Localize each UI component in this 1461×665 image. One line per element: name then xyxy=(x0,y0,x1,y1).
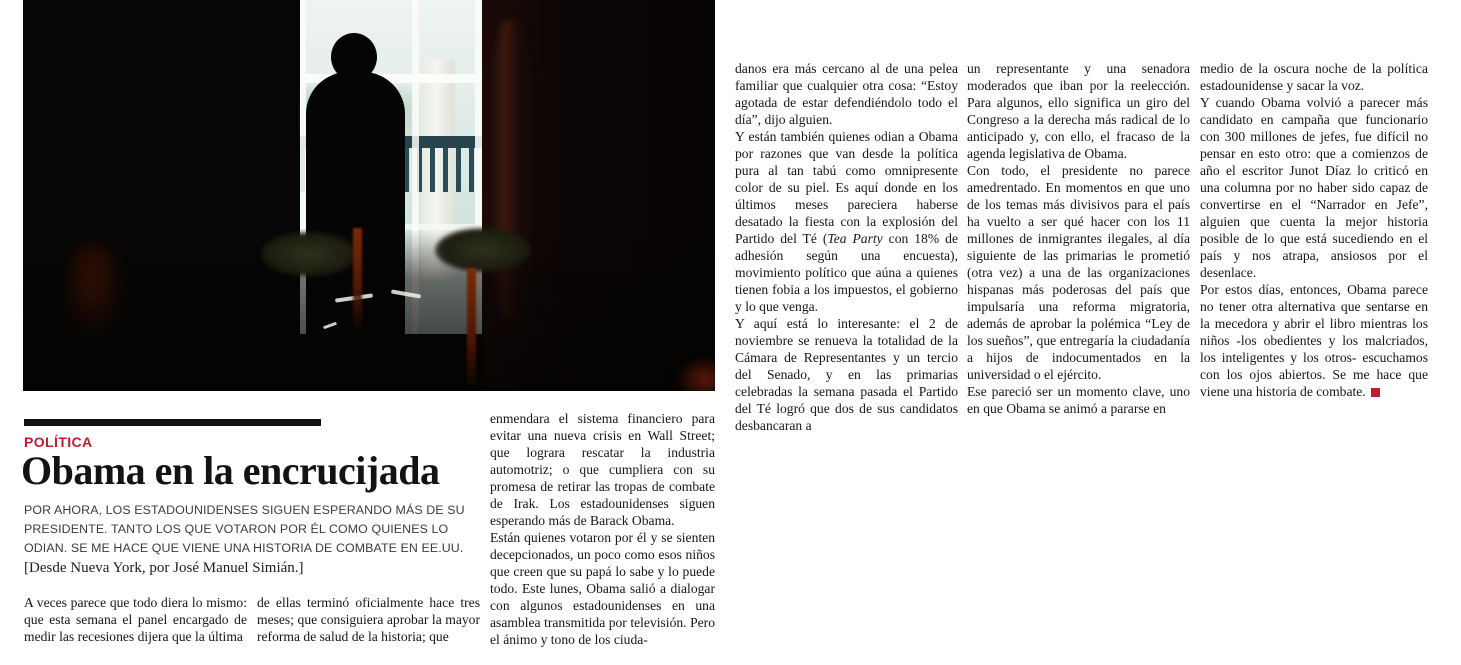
article-paragraph: danos era más cercano al de una pelea familiar que cualquier otra cosa: “Estoy agotada de estar defendiéndolo todo el día”, dijo alguien. xyxy=(735,61,958,127)
article-paragraph: un representante y una senadora moderados que iban por la reelección. Para algunos, ello significa un giro del Congreso a la derecha más radical de lo anticipado y, con ello, el fracaso de la agenda legislativa de Obama. xyxy=(967,61,1190,161)
article-deck: POR AHORA, LOS ESTADOUNIDENSES SIGUEN ESPERANDO MÁS DE SU PRESIDENTE. TANTO LOS QUE VOTARON POR ÉL COMO QUIENES LO ODIAN. SE ME HACE QUE VIENE UNA HISTORIA DE COMBATE EN EE.UU. xyxy=(24,503,465,555)
end-mark-icon xyxy=(1371,388,1380,397)
photo-candle-streak xyxy=(353,228,362,333)
article-paragraph: medio de la oscura noche de la política estadounidense y sacar la voz. xyxy=(1200,61,1428,93)
article-column-4 xyxy=(735,60,958,434)
article-paragraph: Por estos días, entonces, Obama parece no tener otra alternativa que sentarse en la mecedora y abrir el libro mientras los niños -los obedientes y los malcriados, los inteligentes y los otros- escuchamos con los ojos abiertos. Se me hace que viene una historia de combate. xyxy=(1200,282,1428,399)
article-paragraph: de ellas terminó oficialmente hace tres meses; que consiguiera aprobar la mayor reforma de salud de la historia; que xyxy=(257,595,480,644)
article-byline: [Desde Nueva York, por José Manuel Simián.] xyxy=(24,560,304,576)
section-rule xyxy=(24,419,321,426)
article-column-6 xyxy=(1200,60,1428,400)
article-column-5 xyxy=(967,60,1190,417)
article-paragraph: Y están también quienes odian a Obama por razones que van desde la política pura al tan tabú como omnipresente color de su piel. Es aquí donde en los últimos meses pareciera haberse desatado la fiesta con la explosión del Partido del Té (Tea Party con 18% de adhesión según una encuesta), movimiento político que aúna a quienes tienen fobia a los impuestos, el gobierno y lo que venga. xyxy=(735,129,958,314)
article-paragraph: A veces parece que todo diera lo mismo: que esta semana el panel encargado de medir las recesiones dijera que la última xyxy=(24,595,247,644)
article-column-3 xyxy=(490,410,715,648)
article-paragraph: Ese pareció ser un momento clave, uno en que Obama se animó a pararse en xyxy=(967,384,1190,416)
section-kicker: POLÍTICA xyxy=(24,434,93,450)
photo-foreground-shadow xyxy=(23,230,715,391)
obama-window-photo xyxy=(23,0,715,391)
article-column-1 xyxy=(24,594,247,645)
photo-corner-glow xyxy=(675,356,715,391)
article-column-2 xyxy=(257,594,480,645)
article-paragraph: Están quienes votaron por él y se sienten decepcionados, un poco como esos niños que creen que su papá lo sabe y lo puede todo. Este lunes, Obama salió a dialogar con algunos estadounidenses en una asamblea transmitida por televisión. Pero el ánimo y tono de los ciuda- xyxy=(490,530,715,647)
photo-candle-streak xyxy=(467,268,476,390)
article-paragraph: enmendara el sistema financiero para evitar una nueva crisis en Wall Street; que lograra rescatar la industria automotriz; o que cumpliera con su promesa de retirar las tropas de combate de Irak. Los estadounidenses siguen esperando más de Barack Obama. xyxy=(490,411,715,528)
photo-chair xyxy=(261,232,357,276)
article-headline: Obama en la encrucijada xyxy=(21,448,440,493)
article-paragraph: Y cuando Obama volvió a parecer más candidato en campaña que funcionario con 300 millones de jefes, fue difícil no pensar en esto otro: que a comienzos de año el escritor Junot Díaz lo criticó en una columna por no haber sido capaz de convertirse en el “Narrador en Jefe”, alguien que cuenta la mejor historia posible de lo que está sucediendo en el país y nos atrapa, ansiosos por el desenlace. xyxy=(1200,95,1428,280)
article-paragraph: Con todo, el presidente no parece amedrentado. En momentos en que uno de los temas más divisivos para el país ha vuelto a ser qué hacer con los 11 millones de inmigrantes ilegales, al día siguiente de las primarias le prometió (otra vez) a una de las organizaciones hispanas más poderosas del país que impulsaría una reforma migratoria, además de aprobar la polémica “Ley de los sueños”, que entregaría la ciudadanía a hijos de indocumentados en la universidad o el ejército. xyxy=(967,163,1190,382)
article-paragraph: Y aquí está lo interesante: el 2 de noviembre se renueva la totalidad de la Cámara de Representantes y un tercio del Senado, y en las primarias celebradas la semana pasada el Partido del Té logró que dos de sus candidatos desbancaran a xyxy=(735,316,958,433)
photo-chair xyxy=(435,228,531,272)
